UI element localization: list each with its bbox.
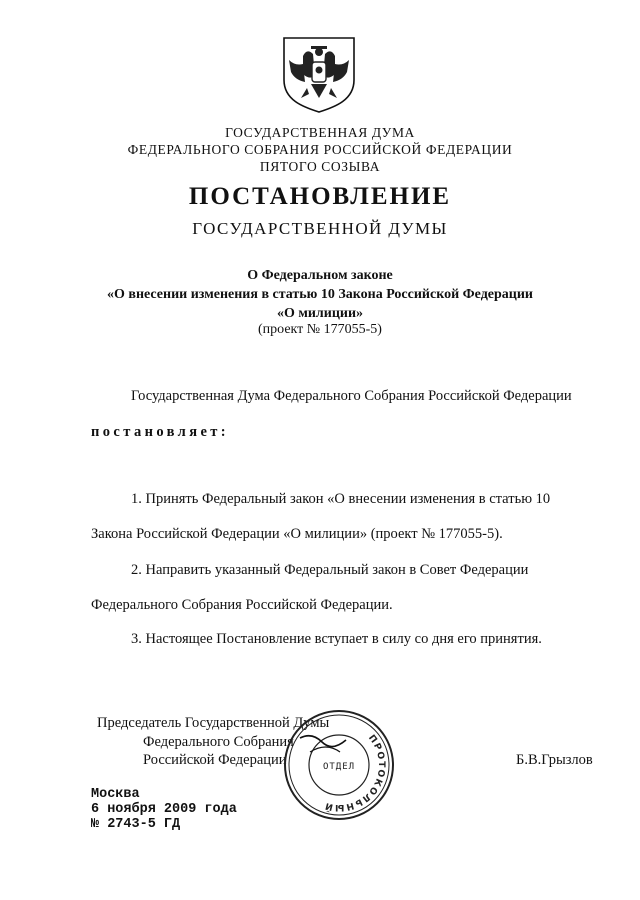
subject-line-3: «О милиции» (276, 306, 364, 321)
preamble-text: Государственная Дума Федерального Собрания Российской Федерации (131, 388, 572, 404)
document-type-title: ПОСТАНОВЛЕНИЕ (188, 183, 452, 210)
subject-line-1: О Федеральном законе (247, 268, 393, 283)
item-1-line-1: 1. Принять Федеральный закон «О внесении изменения в статью 10 (131, 491, 551, 507)
decrees-word: постановляет: (91, 424, 230, 440)
document-subtype-title: ГОСУДАРСТВЕННОЙ ДУМЫ (192, 219, 448, 238)
stamp-ring-text: ПРОТОКОЛЬНЫЙ (322, 733, 387, 813)
place-of-signing: Москва (91, 787, 140, 802)
coat-of-arms-emblem (281, 36, 357, 114)
item-1-line-2: Закона Российской Федерации «О милиции» (проект № 177055-5). (91, 526, 503, 542)
stamp-center-text: ОТДЕЛ (322, 762, 356, 772)
date-of-signing: 6 ноября 2009 года (91, 802, 237, 817)
header-line-3: ПЯТОГО СОЗЫВА (259, 159, 381, 174)
signatory-name: Б.В.Грызлов (516, 752, 593, 768)
signature-position-line-1: Председатель Государственной Думы (97, 715, 330, 731)
item-3-text: 3. Настоящее Постановление вступает в силу со дня его принятия. (131, 631, 542, 647)
stamp-seal (282, 708, 396, 822)
item-2-line-1: 2. Направить указанный Федеральный закон в Совет Федерации (131, 562, 529, 578)
document-number: № 2743-5 ГД (91, 817, 181, 832)
header-line-2: ФЕДЕРАЛЬНОГО СОБРАНИЯ РОССИЙСКОЙ ФЕДЕРАЦИИ (127, 142, 513, 157)
signature-position-line-2: Федерального Собрания (143, 734, 294, 750)
item-2-line-2: Федерального Собрания Российской Федерации. (91, 597, 393, 613)
subject-line-2: «О внесении изменения в статью 10 Закона Российской Федерации (107, 287, 533, 302)
signature-position-line-3: Российской Федерации (143, 752, 287, 768)
header-line-1: ГОСУДАРСТВЕННАЯ ДУМА (225, 125, 415, 140)
project-number: (проект № 177055-5) (258, 322, 382, 337)
svg-text:ПРОТОКОЛЬНЫЙ (322, 733, 386, 813)
